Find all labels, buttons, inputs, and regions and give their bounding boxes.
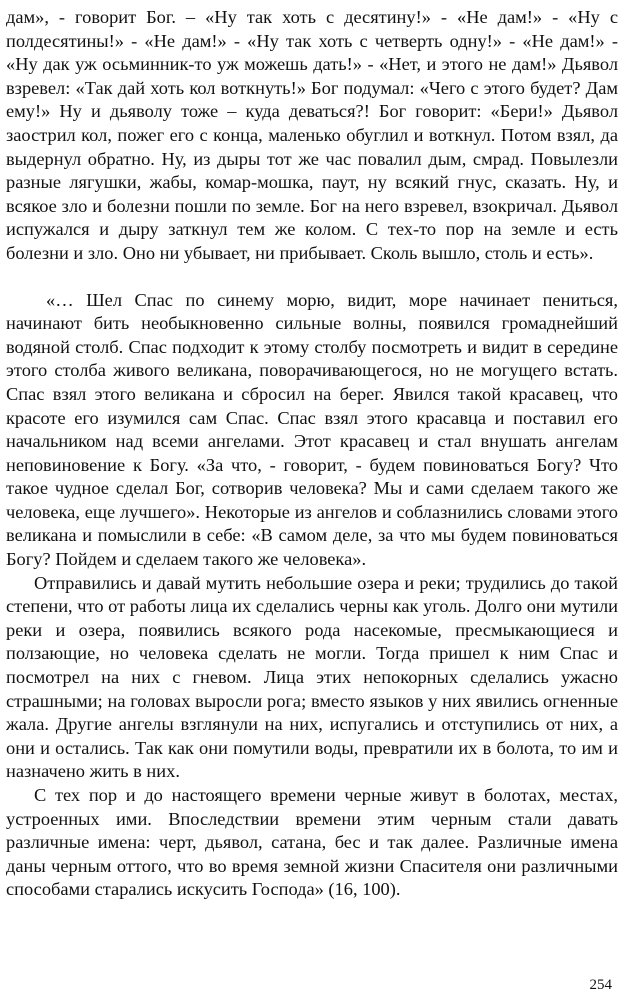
paragraph-gap: [6, 266, 618, 289]
paragraph-angels-lakes: Отправились и давай мутить небольшие озера и реки; трудились до такой степени, что от работы лица их сделались черны как уголь. Долго они мутили реки и озера, появились всякого рода насекомые, пресмыкающиеся и ползающие, но человека сделать не могли. Тогда пришел к ним Спас и посмотрел на них с гневом. Лица этих непокорных сделались ужасно страшными; на головах выросли рога; вместо языков у них явились огненные жала. Другие ангелы взглянули на них, испугались и отступились от них, а они и остались. Так как они помутили воды, превратили их в болота, то им и назначено жить в них.: [6, 572, 618, 782]
page-number: 254: [589, 977, 612, 993]
document-page: [6, 6, 618, 902]
paragraph-spas-sea: «… Шел Спас по синему морю, видит, море начинает пениться, начинают бить необыкновенно сильные волны, появился громаднейший водяной столб. Спас подходит к этому столбу посмотреть и видит в середине этого столба живого великана, поворачивающегося, но не могущего встать. Спас взял этого великана и сбросил на берег. Явился такой красавец, что красоте его изумился сам Спас. Спас взял этого красавца и поставил его начальником над всеми ангелами. Этот красавец и стал внушать ангелам неповиновение к Богу. «За что, - говорит, - будем повиноваться Богу? Что такое чудное сделал Бог, сотворив человека? Мы и сами сделаем такого же человека, еще лучшего». Некоторые из ангелов и соблазнились словами этого великана и помыслили в себе: «В самом деле, за что мы будем повиноваться Богу? Пойдем и сделаем такого же человека».: [6, 289, 618, 570]
paragraph-black-names: С тех пор и до настоящего времени черные живут в болотах, местах, устроенных ими. Впоследствии времени этим черным стали давать различные имена: черт, дьявол, сатана, бес и так далее. Различные имена даны черным оттого, что во время земной жизни Спасителя они различными способами старались искусить Господа» (16, 100).: [6, 785, 618, 900]
paragraph-devil-stake: дам», - говорит Бог. – «Ну так хоть с десятину!» - «Не дам!» - «Ну с полдесятины!» - «Не дам!» - «Ну так хоть с четверть одну!» - «Не дам!» - «Ну дак уж осьминник-то уж можешь дать!» - «Нет, и этого не дам!» Дьявол взревел: «Так дай хоть кол воткнуть!» Бог подумал: «Чего с этого будет? Дам ему!» Ну и дьяволу тоже – куда деваться?! Бог говорит: «Бери!» Дьявол заострил кол, пожег его с конца, маленько обуглил и воткнул. Потом взял, да выдернул обратно. Ну, из дыры тот же час повалил дым, смрад. Повылезли разные лягушки, жабы, комар-мошка, паут, ну всякий гнус, сказать. Ну, и всякое зло и болезни пошли по земле. Бог на него взревел, взокричал. Дьявол испужался и дыру заткнул тем же колом. С тех-то пор на земле и есть болезни и зло. Оно ни убывает, ни прибывает. Сколь вышло, столь и есть».: [6, 7, 618, 263]
